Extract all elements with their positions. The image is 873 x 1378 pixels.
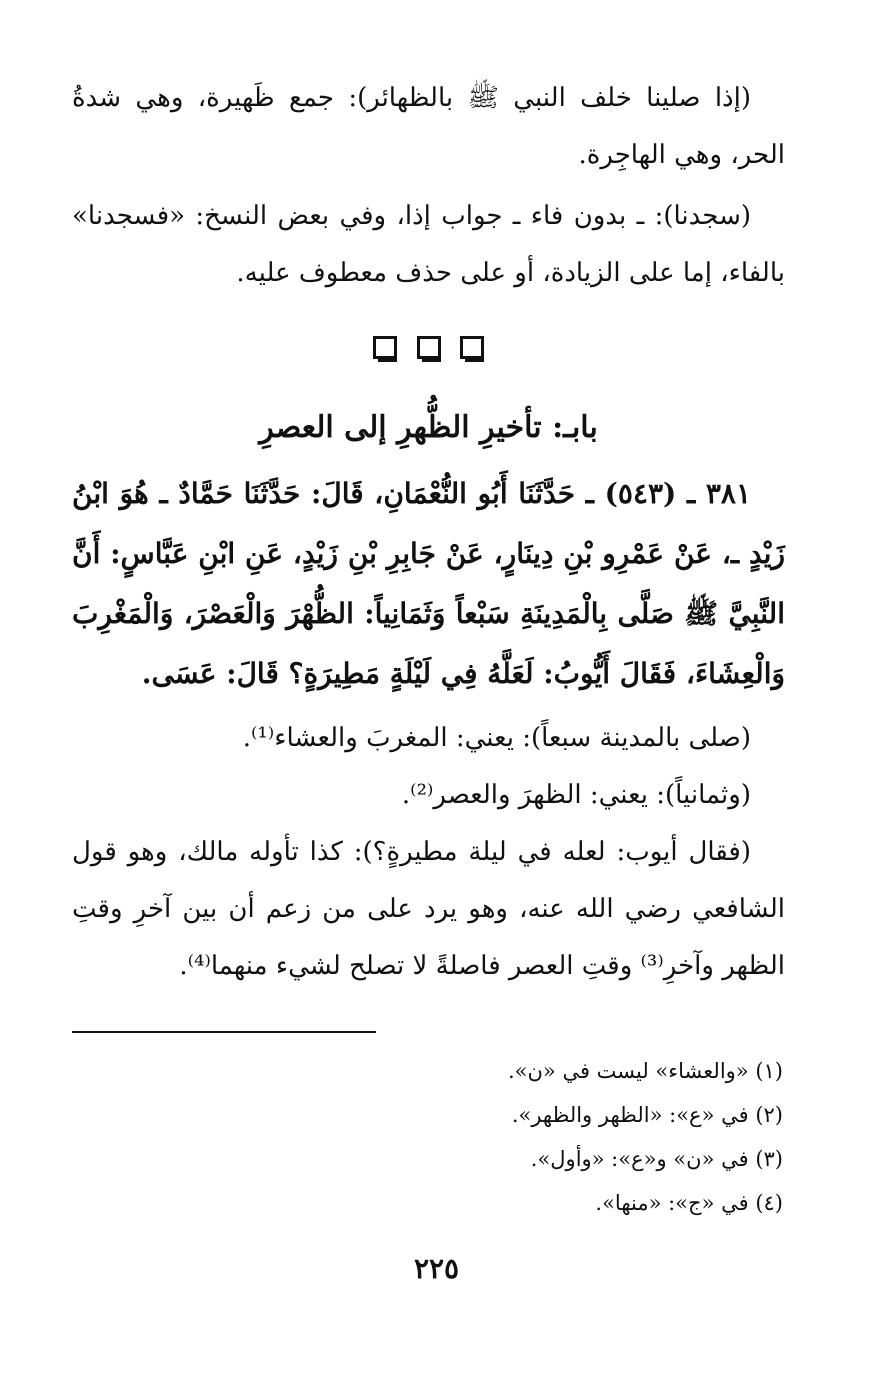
footnotes bbox=[72, 1049, 785, 1225]
footnote-item: (٢) في «ع»: «الظهر والظهر». bbox=[511, 1103, 783, 1127]
chapter-title: بابـ: تأخيرِ الظُّهرِ إلى العصرِ bbox=[259, 410, 598, 445]
page-body bbox=[72, 70, 785, 1225]
hadith-text: ٣٨١ ـ (٥٤٣) ـ حَدَّثَنَا أَبُو النُّعْمَانِ، قَالَ: حَدَّثَنَا حَمَّادٌ ـ هُوَ ابْنُ زَيْدٍ ـ، عَنْ عَمْرِو بْنِ دِينَارٍ، عَنْ جَابِرِ بْنِ زَيْدٍ، عَنِ ابْنِ عَبَّاسٍ: أَنَّ النَّبِيَّ ﷺ صَلَّى بِالْمَدِينَةِ سَبْعاً وَثَمَانِياً: الظُّهْرَ وَالْعَصْرَ، وَالْمَغْرِبَ وَالْعِشَاءَ، فَقَالَ أَيُّوبُ: لَعَلَّهُ فِي لَيْلَةٍ مَطِيرَةٍ؟ قَالَ: عَسَى. bbox=[72, 477, 785, 690]
footnote-item: (٤) في «ج»: «منها». bbox=[595, 1191, 783, 1215]
commentary-1: (صلى بالمدينة سبعاً): يعني: المغربَ والعشاء⁽¹⁾. bbox=[242, 723, 751, 753]
commentary-3: (فقال أيوب: لعله في ليلة مطيرةٍ؟): كذا تأوله مالك، وهو قول الشافعي رضي الله عنه، وهو يرد على من زعم أن بين آخرِ وقتِ الظهر وآخرِ⁽³⁾ وقتِ العصر فاصلةً لا تصلح لشيء منهما⁽⁴⁾. bbox=[72, 837, 785, 981]
page-number: ٢٢٥ bbox=[413, 1252, 460, 1285]
square-ornament-icon bbox=[417, 336, 441, 359]
square-ornament-icon bbox=[373, 336, 397, 359]
intro-paragraph-1: (إذا صلينا خلف النبي ﷺ بالظهائر): جمع ظَهيرة، وهي شدةُ الحر، وهي الهاجِرة. bbox=[72, 83, 785, 170]
section-separator bbox=[72, 336, 785, 380]
footnote-item: (٣) في «ن» و«ع»: «وأول». bbox=[530, 1147, 783, 1171]
commentary-2: (وثمانياً): يعني: الظهرَ والعصر⁽²⁾. bbox=[401, 780, 751, 810]
footnote-item: (١) «والعشاء» ليست في «ن». bbox=[507, 1059, 783, 1083]
square-ornament-icon bbox=[460, 336, 484, 359]
intro-paragraph-2: (سجدنا): ـ بدون فاء ـ جواب إذا، وفي بعض النسخ: «فسجدنا» بالفاء، إما على الزيادة، أو على حذف معطوف عليه. bbox=[72, 201, 785, 288]
footnote-divider bbox=[72, 1031, 376, 1033]
